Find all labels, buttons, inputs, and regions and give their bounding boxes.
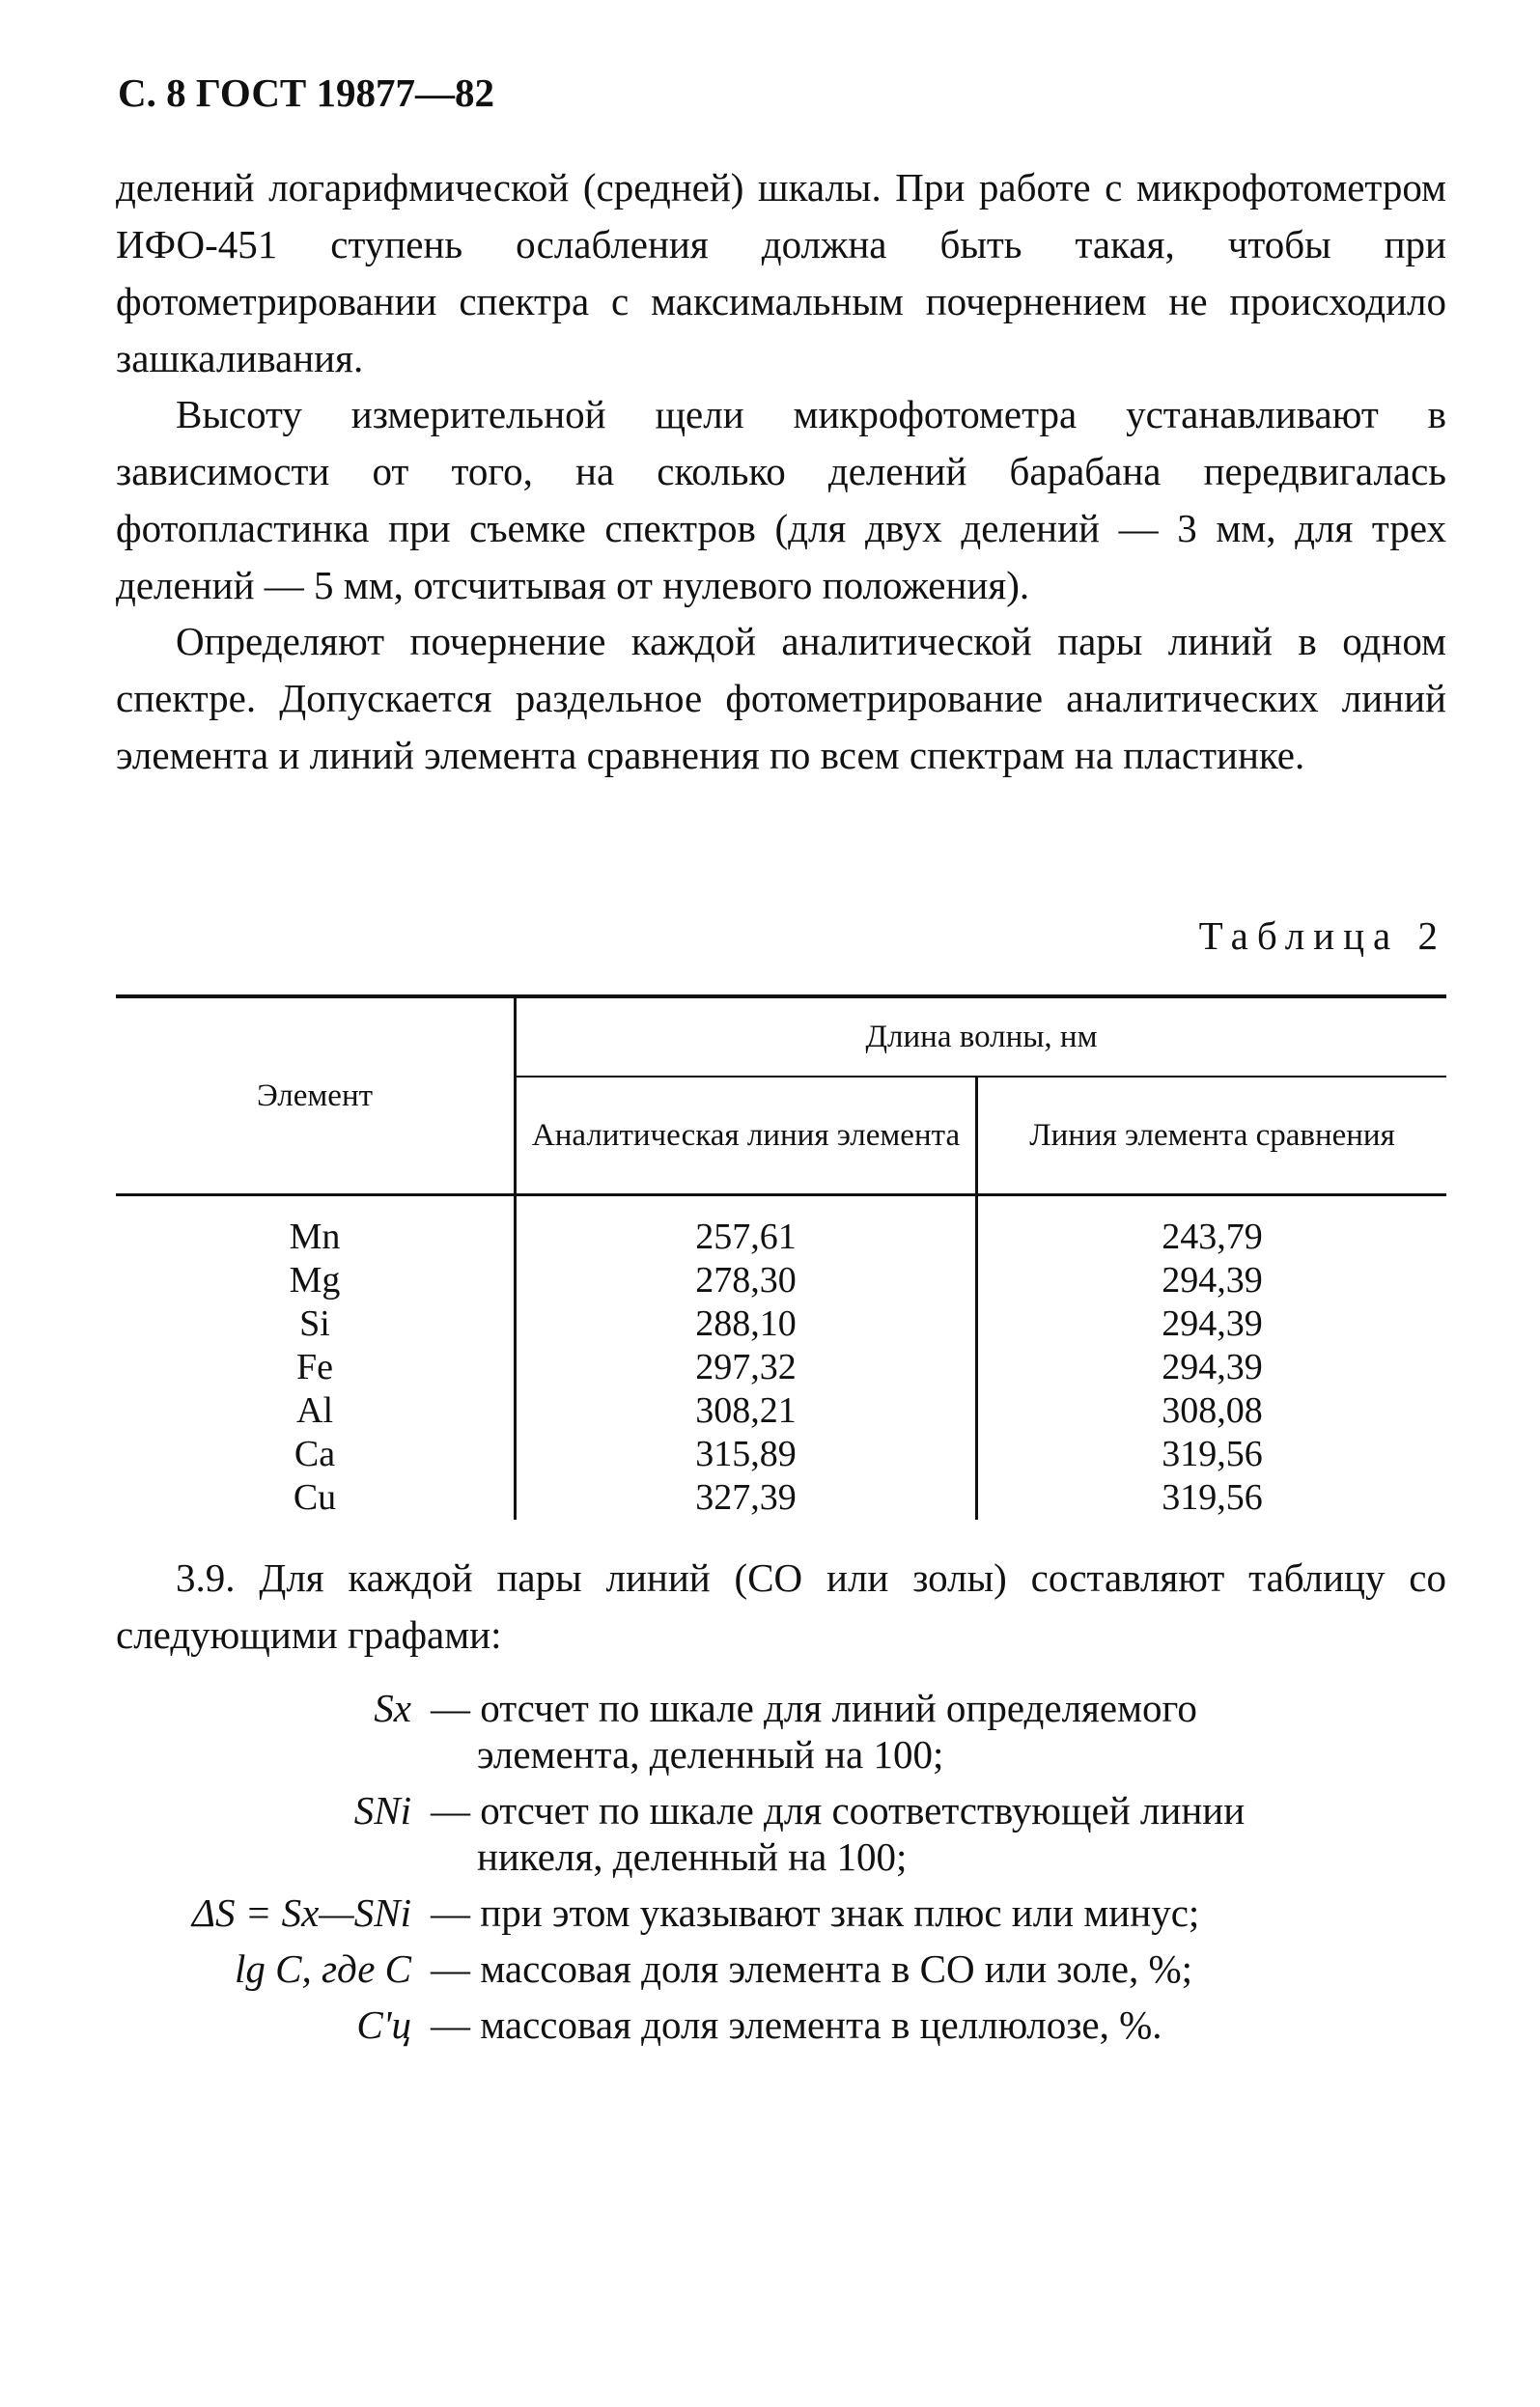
- definition-text: [431, 1889, 1446, 1936]
- definition-item: [116, 1787, 1446, 1880]
- cell-reference: 319,56: [1162, 1477, 1263, 1518]
- cell-element: Mg: [116, 1259, 516, 1302]
- cell-analytic: 327,39: [516, 1476, 977, 1520]
- table-row: [116, 1433, 1446, 1476]
- cell-analytic: 308,21: [516, 1389, 977, 1433]
- table-row: [116, 1259, 1446, 1302]
- page-header: С. 8 ГОСТ 19877—82: [118, 70, 495, 115]
- cell-element: Al: [116, 1389, 516, 1433]
- cell-reference: 308,08: [1162, 1390, 1263, 1431]
- col-element-header: Элемент: [116, 996, 516, 1195]
- definition-text-cont: элемента, деленный на 100;: [477, 1732, 944, 1777]
- cell-analytic: 315,89: [516, 1433, 977, 1476]
- definition-text-line: — массовая доля элемента в целлюлозе, %.: [431, 2002, 1162, 2047]
- cell-element: Mn: [116, 1195, 516, 1260]
- definition-item: [116, 1685, 1446, 1777]
- definition-text: [431, 1685, 1446, 1777]
- cell-analytic: 297,32: [516, 1346, 977, 1389]
- section-3-9-text: 3.9. Для каждой пары линий (СО или золы) составляют таблицу со следующими графами:: [116, 1555, 1446, 1657]
- definition-item: [116, 2001, 1446, 2048]
- cell-reference: 294,39: [1162, 1260, 1263, 1301]
- cell-element: Ca: [116, 1433, 516, 1476]
- definition-text-line: — отсчет по шкале для соответствующей линии: [431, 1788, 1246, 1833]
- cell-analytic: 278,30: [516, 1259, 977, 1302]
- table-caption: Таблица 2: [1198, 913, 1446, 958]
- definition-text: [431, 1787, 1446, 1880]
- cell-reference: 243,79: [1162, 1217, 1263, 1257]
- definition-symbol: lg C, где C: [234, 1946, 411, 1991]
- cell-element: Cu: [116, 1476, 516, 1520]
- col-wavelength-header: Длина волны, нм: [865, 1020, 1098, 1054]
- table-row: [116, 1476, 1446, 1520]
- cell-element: Fe: [116, 1346, 516, 1389]
- definition-text-line: — массовая доля элемента в СО или золе, %;: [431, 1946, 1193, 1991]
- table-row: [116, 1195, 1446, 1260]
- col-reference-header: Линия элемента сравнения: [1029, 1118, 1395, 1153]
- definition-text: [431, 1945, 1446, 1992]
- definition-item: [116, 1889, 1446, 1936]
- cell-reference: 319,56: [1162, 1434, 1263, 1474]
- table-row: [116, 1302, 1446, 1346]
- definition-symbol: SNi: [353, 1788, 411, 1833]
- table-row: [116, 1389, 1446, 1433]
- definition-symbol: Sx: [374, 1686, 411, 1730]
- definition-symbol: ΔS = Sx—SNi: [191, 1890, 411, 1935]
- wavelength-table: [116, 994, 1446, 1520]
- definition-symbol: C'ц: [356, 2002, 411, 2047]
- definition-text-cont: никеля, деленный на 100;: [477, 1834, 908, 1879]
- cell-element: Si: [116, 1302, 516, 1346]
- cell-analytic: 257,61: [516, 1195, 977, 1260]
- definition-text-line: — при этом указывают знак плюс или минус;: [431, 1890, 1200, 1935]
- definition-text: [431, 2001, 1446, 2048]
- paragraph-2: Высоту измерительной щели микрофотометра устанавливают в зависимости от того, на сколько делений барабана передвигалась фотопластинка при съемке спектров (для двух делений — 3 мм, для трех делений — 5 мм, отсчитывая от нулевого положения).: [116, 392, 1446, 607]
- definitions-list: [116, 1685, 1446, 2057]
- cell-analytic: 288,10: [516, 1302, 977, 1346]
- cell-reference: 294,39: [1162, 1347, 1263, 1387]
- col-analytic-header: Аналитическая линия элемента: [516, 1077, 977, 1195]
- definition-item: [116, 1945, 1446, 1992]
- definition-text-line: — отсчет по шкале для линий определяемого: [431, 1686, 1197, 1730]
- paragraph-3: Определяют почернение каждой аналитической пары линий в одном спектре. Допускается раздельное фотометрирование аналитических линий элемента и линий элемента сравнения по всем спектрам на пластинке.: [116, 619, 1446, 777]
- paragraph-1: делений логарифмической (средней) шкалы. При работе с микрофотометром ИФО-451 ступень ослабления должна быть такая, чтобы при фотометрировании спектра с максимальным почернением не происходило зашкаливания.: [116, 165, 1446, 380]
- table-row: [116, 1346, 1446, 1389]
- cell-reference: 294,39: [1162, 1303, 1263, 1344]
